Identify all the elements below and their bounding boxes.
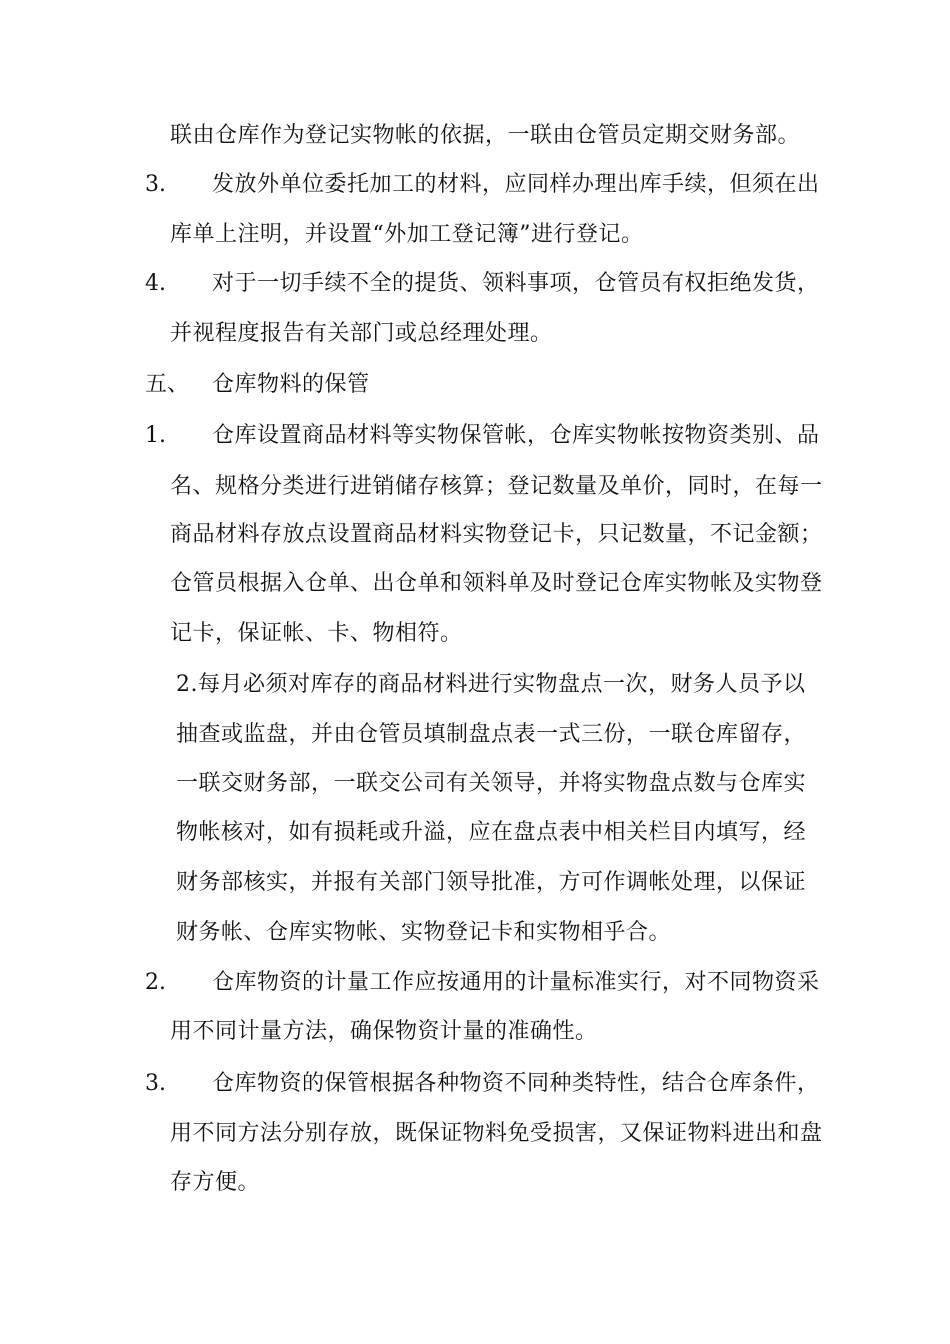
s5-item-2-number: 2. [145,970,166,995]
continuation-line: 联由仓库作为登记实物帐的依据，一联由仓管员定期交财务部。 [170,123,801,148]
s5-item-1-number: 1. [145,423,166,448]
s5-para-2-line-4: 物帐核对，如有损耗或升溢，应在盘点表中相关栏目内填写，经 [176,820,807,845]
s5-item-3-number: 3. [145,1071,166,1096]
item-3-number: 3. [145,172,166,197]
section-5-number: 五、 [145,372,190,397]
item-4-number: 4. [145,271,166,296]
s5-item-1-line-5: 记卡，保证帐、卡、物相符。 [170,621,463,646]
item-3-line-1: 发放外单位委托加工的材料，应同样办理出库手续，但须在出 [212,172,820,197]
item-4-line-2: 并视程度报告有关部门或总经理处理。 [170,321,553,346]
s5-item-3-line-1: 仓库物资的保管根据各种物资不同种类特性，结合仓库条件， [212,1071,820,1096]
item-3-line-2: 库单上注明，并设置“外加工登记簿”进行登记。 [170,222,644,247]
section-5-title: 仓库物料的保管 [212,372,370,397]
s5-para-2-line-2: 抽查或监盘，并由仓管员填制盘点表一式三份，一联仓库留存， [176,722,807,747]
s5-item-2-line-2: 用不同计量方法，确保物资计量的准确性。 [170,1019,598,1044]
s5-para-2-line-1: 2.每月必须对库存的商品材料进行实物盘点一次，财务人员予以 [176,672,806,697]
s5-item-2-line-1: 仓库物资的计量工作应按通用的计量标准实行，对不同物资采 [212,970,820,995]
item-4-line-1: 对于一切手续不全的提货、领料事项，仓管员有权拒绝发货， [212,271,820,296]
s5-item-3-line-3: 存方便。 [170,1170,261,1195]
s5-item-3-line-2: 用不同方法分别存放，既保证物料免受损害，又保证物料进出和盘 [170,1121,823,1146]
s5-item-1-line-4: 仓管员根据入仓单、出仓单和领料单及时登记仓库实物帐及实物登 [170,571,823,596]
s5-para-2-line-6: 财务帐、仓库实物帐、实物登记卡和实物相乎合。 [176,920,672,945]
s5-para-2-line-3: 一联交财务部，一联交公司有关领导，并将实物盘点数与仓库实 [176,771,807,796]
s5-para-2-line-5: 财务部核实，并报有关部门领导批准，方可作调帐处理，以保证 [176,870,807,895]
s5-item-1-line-2: 名、规格分类进行进销储存核算；登记数量及单价，同时，在每一 [170,474,823,499]
s5-item-1-line-1: 仓库设置商品材料等实物保管帐，仓库实物帐按物资类别、品 [212,423,820,448]
s5-item-1-line-3: 商品材料存放点设置商品材料实物登记卡，只记数量，不记金额； [170,522,823,547]
